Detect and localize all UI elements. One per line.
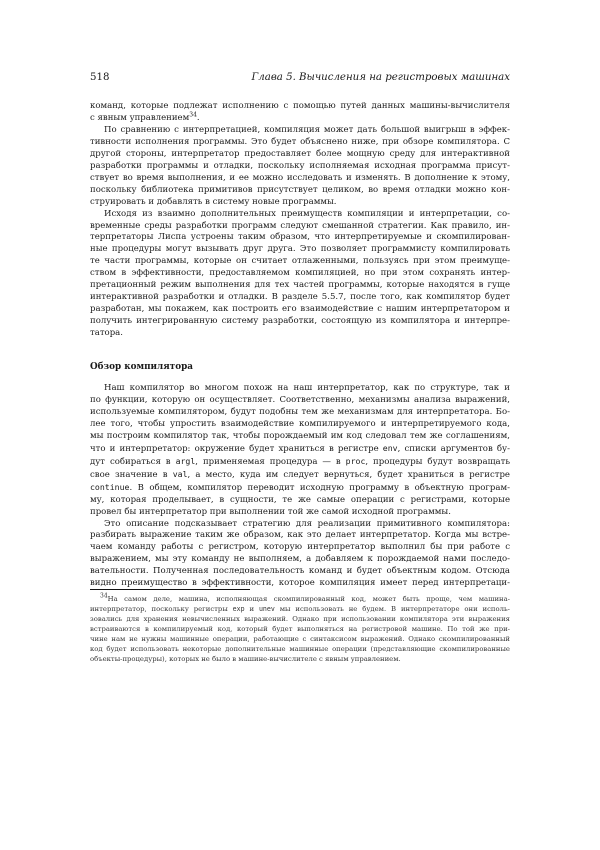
footnote-line <box>90 594 510 604</box>
text-line: интерактивной разработки и отладки. В разделе 5.5.7, после того, как компилятор будет <box>90 292 510 303</box>
text-line: му, которая проделывает, в сущности, те же самые операции с регистрами, которые <box>90 494 510 505</box>
text-line: временные среды разработки программ следуют смешанной стратегии. Как правило, ин- <box>90 220 510 231</box>
text-span: интерпретатор, поскольку регистры <box>90 605 233 614</box>
text-line: разработан, мы покажем, как построить его взаимодействие с нашим интерпретатором и <box>90 304 510 315</box>
text-line: струировать и добавлять в систему новые программы. <box>90 196 337 207</box>
footnote-line: код будет использовать некоторые дополнительные машинные операции (представляющие скомпилированные <box>90 645 510 654</box>
text-line: провел бы интерпретатор при выполнении той же самой исходной программы. <box>90 506 451 517</box>
text-line: ствует во время выполнения, и ее можно исследовать и изменять. В дополнение к этому, <box>90 172 510 183</box>
text-line: претационный режим выполнения для тех частей программы, которые находятся в гуще <box>90 280 510 291</box>
footnote-34 <box>90 594 510 664</box>
text-line <box>90 469 510 482</box>
text-line: Исходя из взаимно дополнительных преимуществ компиляции и интерпретации, со- <box>104 208 510 219</box>
text-span: , списки аргументов бу- <box>397 443 510 454</box>
paragraph-4 <box>90 383 510 518</box>
text-span: . В общем, компилятор переводит исходную программу в объектную програм- <box>129 482 510 493</box>
running-title: Глава 5. Вычисления на регистровых машинах <box>251 72 510 83</box>
text-span: что и интерпретатор: окружение будет храниться в регистре <box>90 443 383 454</box>
footnote-number: 34 <box>100 592 108 600</box>
main-text <box>90 101 510 590</box>
text-span: , а место, куда им следует вернуться, будет храниться в регистре <box>187 469 510 480</box>
code-register-argl: argl <box>175 455 196 466</box>
text-line: видно преимущество в эффективности, которое компиляция имеет перед интерпретаци- <box>90 578 510 589</box>
text-line <box>90 113 510 125</box>
text-line: терпретаторы Лиспа устроены таким образом, что интерпретируемые и скомпилирован- <box>90 232 510 243</box>
footnote-rule <box>90 589 250 590</box>
text-span: На самом деле, машина, исполняющая скомпилированный код, может быть проще, чем машина- <box>107 595 510 603</box>
text-span: и <box>244 605 259 614</box>
text-line: команд, которые подлежат исполнению с помощью путей данных машины-вычислителя <box>90 101 510 111</box>
text-line: чаем команду работы с регистром, которую интерпретатор выполнил бы при работе с <box>90 542 510 553</box>
code-register-proc: proc <box>345 455 366 466</box>
text-span: , применяемая процедура — в <box>195 456 346 467</box>
text-line: получить интегрированную систему разработки, состоящую из компилятора и интерпре- <box>90 316 510 327</box>
paragraph-5 <box>90 519 510 591</box>
text-span: , процедуры будут возвращать <box>365 456 510 467</box>
footnote-ref[interactable]: 34 <box>189 111 197 119</box>
text-span: с явным управлением <box>90 112 190 123</box>
code-register-unev: unev <box>258 605 275 614</box>
paragraph-2 <box>90 125 510 209</box>
footnote-line: чине нам не нужны машинные операции, работающие с синтаксисом выражений. Однако скомпилированный <box>90 635 510 644</box>
footnote-line <box>90 604 510 614</box>
text-line <box>90 443 510 456</box>
text-span: . <box>196 112 200 123</box>
text-span: мы использовать не будем. В интерпретаторе они исполь- <box>274 605 510 614</box>
code-register-exp: exp <box>232 605 245 614</box>
paragraph-3 <box>90 209 510 340</box>
paragraph-1 <box>90 101 510 125</box>
page-header <box>90 72 510 86</box>
page-number: 518 <box>90 72 110 83</box>
footnote-line: зовались для хранения невычисленных выражений. Однако при использовании компилятора эти выражения <box>90 615 510 624</box>
text-line: те части программы, которые он считает отлаженными, пользуясь при этом преимуще- <box>90 256 510 267</box>
text-line: Наш компилятор во многом похож на наш интерпретатор, как по структуре, так и <box>104 383 510 394</box>
text-line: мы построим компилятор так, чтобы порождаемый им код следовал тем же соглашениям, <box>90 430 510 441</box>
text-line <box>90 482 510 495</box>
text-line: татора. <box>90 328 123 339</box>
text-line: ством в эффективности, предоставляемом компиляцией, но при этом сохранять интер- <box>90 268 510 279</box>
code-register-env: env <box>382 442 398 453</box>
text-line: поскольку библиотека примитивов присутствует целиком, во время отладки можно кон- <box>90 184 510 195</box>
text-line: используемые компилятором, будут подобны тем же механизмам для интерпретатора. Бо- <box>90 406 510 417</box>
text-span: дут собираться в <box>90 456 176 467</box>
text-line: разработки программы и отладки, поскольку исполняемая исходная программа присут- <box>90 160 510 171</box>
code-register-val: val <box>172 468 188 479</box>
code-register-continue: continue <box>90 481 130 492</box>
text-line: ные процедуры могут вызывать друг друга. Это позволяет программисту компилировать <box>90 244 510 255</box>
text-line <box>90 456 510 469</box>
text-line: вательности. Полученная последовательность команд и будет объектным кодом. Отсюда <box>90 566 510 577</box>
text-line: лее того, чтобы упростить взаимодействие компилируемого и интерпретируемого кода, <box>90 418 510 429</box>
text-line: выражением, мы эту команду не выполняем, а добавляем к порождаемой нами последо- <box>90 554 510 565</box>
section-title: Обзор компилятора <box>90 362 193 373</box>
text-line: разбирать выражение таким же образом, как это делает интерпретатор. Когда мы встре- <box>90 530 510 541</box>
text-line: по функции, которую он осуществляет. Соответственно, механизмы анализа выражений, <box>90 394 510 405</box>
text-line: Это описание подсказывает стратегию для реализации примитивного компилятора: <box>104 518 510 529</box>
text-line: тивности исполнения программы. Это будет объяснено ниже, при обзоре компилятора. С <box>90 136 510 147</box>
footnote-line: объекты-процедуры), которых не было в машине-вычислителе с явным управлением. <box>90 655 401 664</box>
footnote-line: встраиваются в компилируемый код, который будет выполняться на регистровой машине. По той же при- <box>90 625 510 634</box>
text-line: другой стороны, интерпретатор предоставляет более мощную среду для интерактивной <box>90 148 510 159</box>
text-span: свое значение в <box>90 469 173 480</box>
text-line: По сравнению с интерпретацией, компиляция может дать большой выигрыш в эффек- <box>104 124 510 135</box>
